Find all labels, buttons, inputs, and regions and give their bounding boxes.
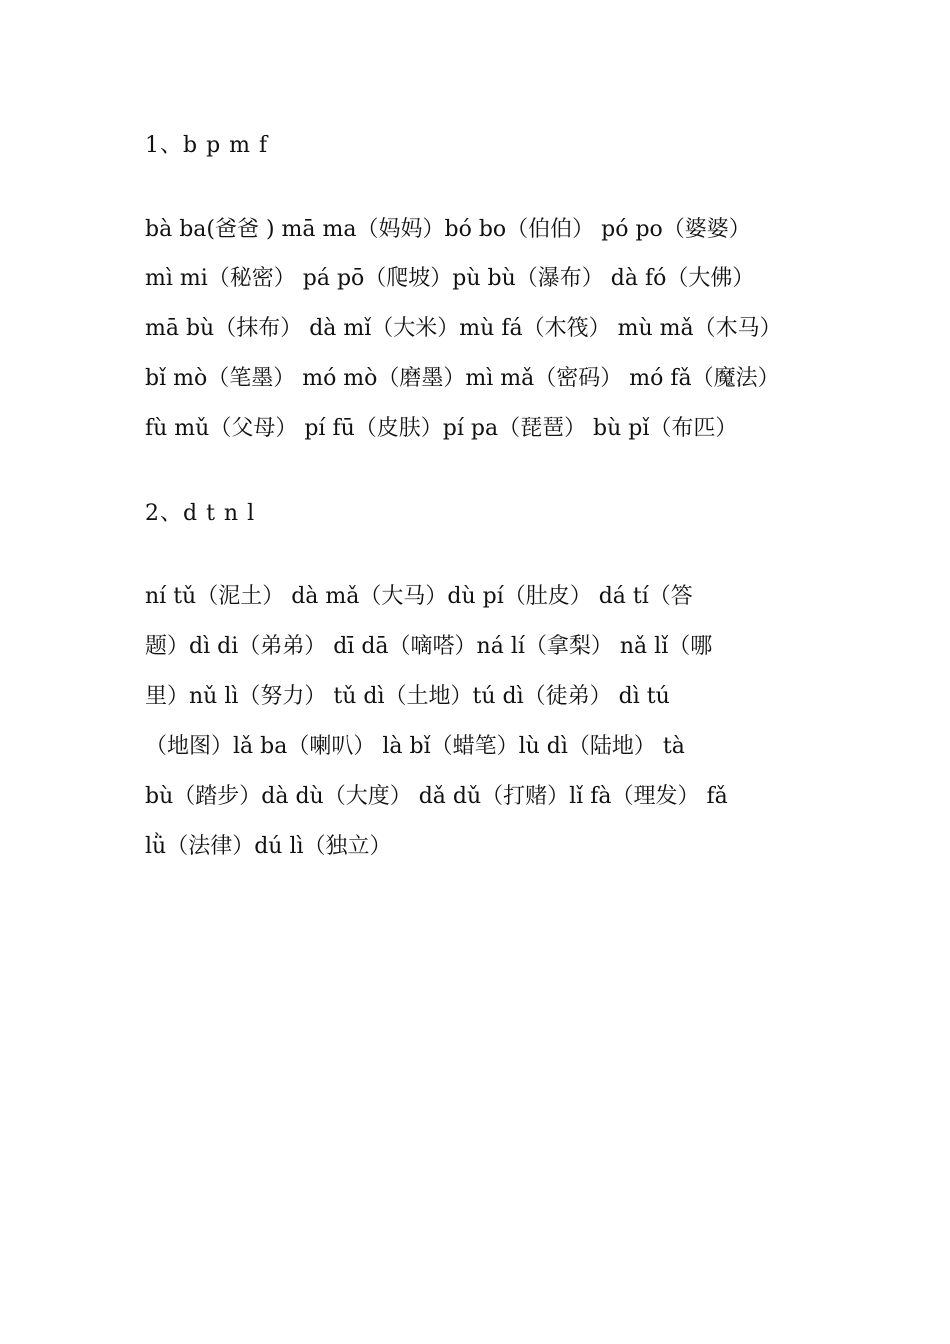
section-1-heading: 1、b p m f [145,133,269,158]
section-2-line-4: （地图）lǎ ba（喇叭） là bǐ（蜡笔）lù dì（陆地） tà [145,734,685,759]
section-2-line-2: 题）dì di（弟弟） dī dā（嘀嗒）ná lí（拿梨） nǎ lǐ（哪 [145,634,713,659]
section-2-line-1: ní tǔ（泥土） dà mǎ（大马）dù pí（肚皮） dá tí（答 [145,584,693,609]
section-2-line-3: 里）nǔ lì（努力） tǔ dì（土地）tú dì（徒弟） dì tú [145,684,670,709]
section-1-line-5: fù mǔ（父母） pí fū（皮肤）pí pa（琵琶） bù pǐ（布匹） [145,416,738,441]
section-1-line-3: mā bù（抹布） dà mǐ（大米）mù fá（木筏） mù mǎ（木马） [145,316,782,341]
section-1-line-4: bǐ mò（笔墨） mó mò（磨墨）mì mǎ（密码） mó fǎ（魔法） [145,366,780,391]
section-1-line-1: bà ba(爸爸 ) mā ma（妈妈）bó bo（伯伯） pó po（婆婆） [145,217,751,242]
section-2-line-5: bù（踏步）dà dù（大度） dǎ dǔ（打赌）lǐ fà（理发） fǎ [145,784,728,809]
section-2-heading: 2、d t n l [145,501,256,526]
section-1-line-2: mì mi（秘密） pá pō（爬坡）pù bù（瀑布） dà fó（大佛） [145,266,755,291]
section-2-line-6: lǜ（法律）dú lì（独立） [145,834,392,859]
